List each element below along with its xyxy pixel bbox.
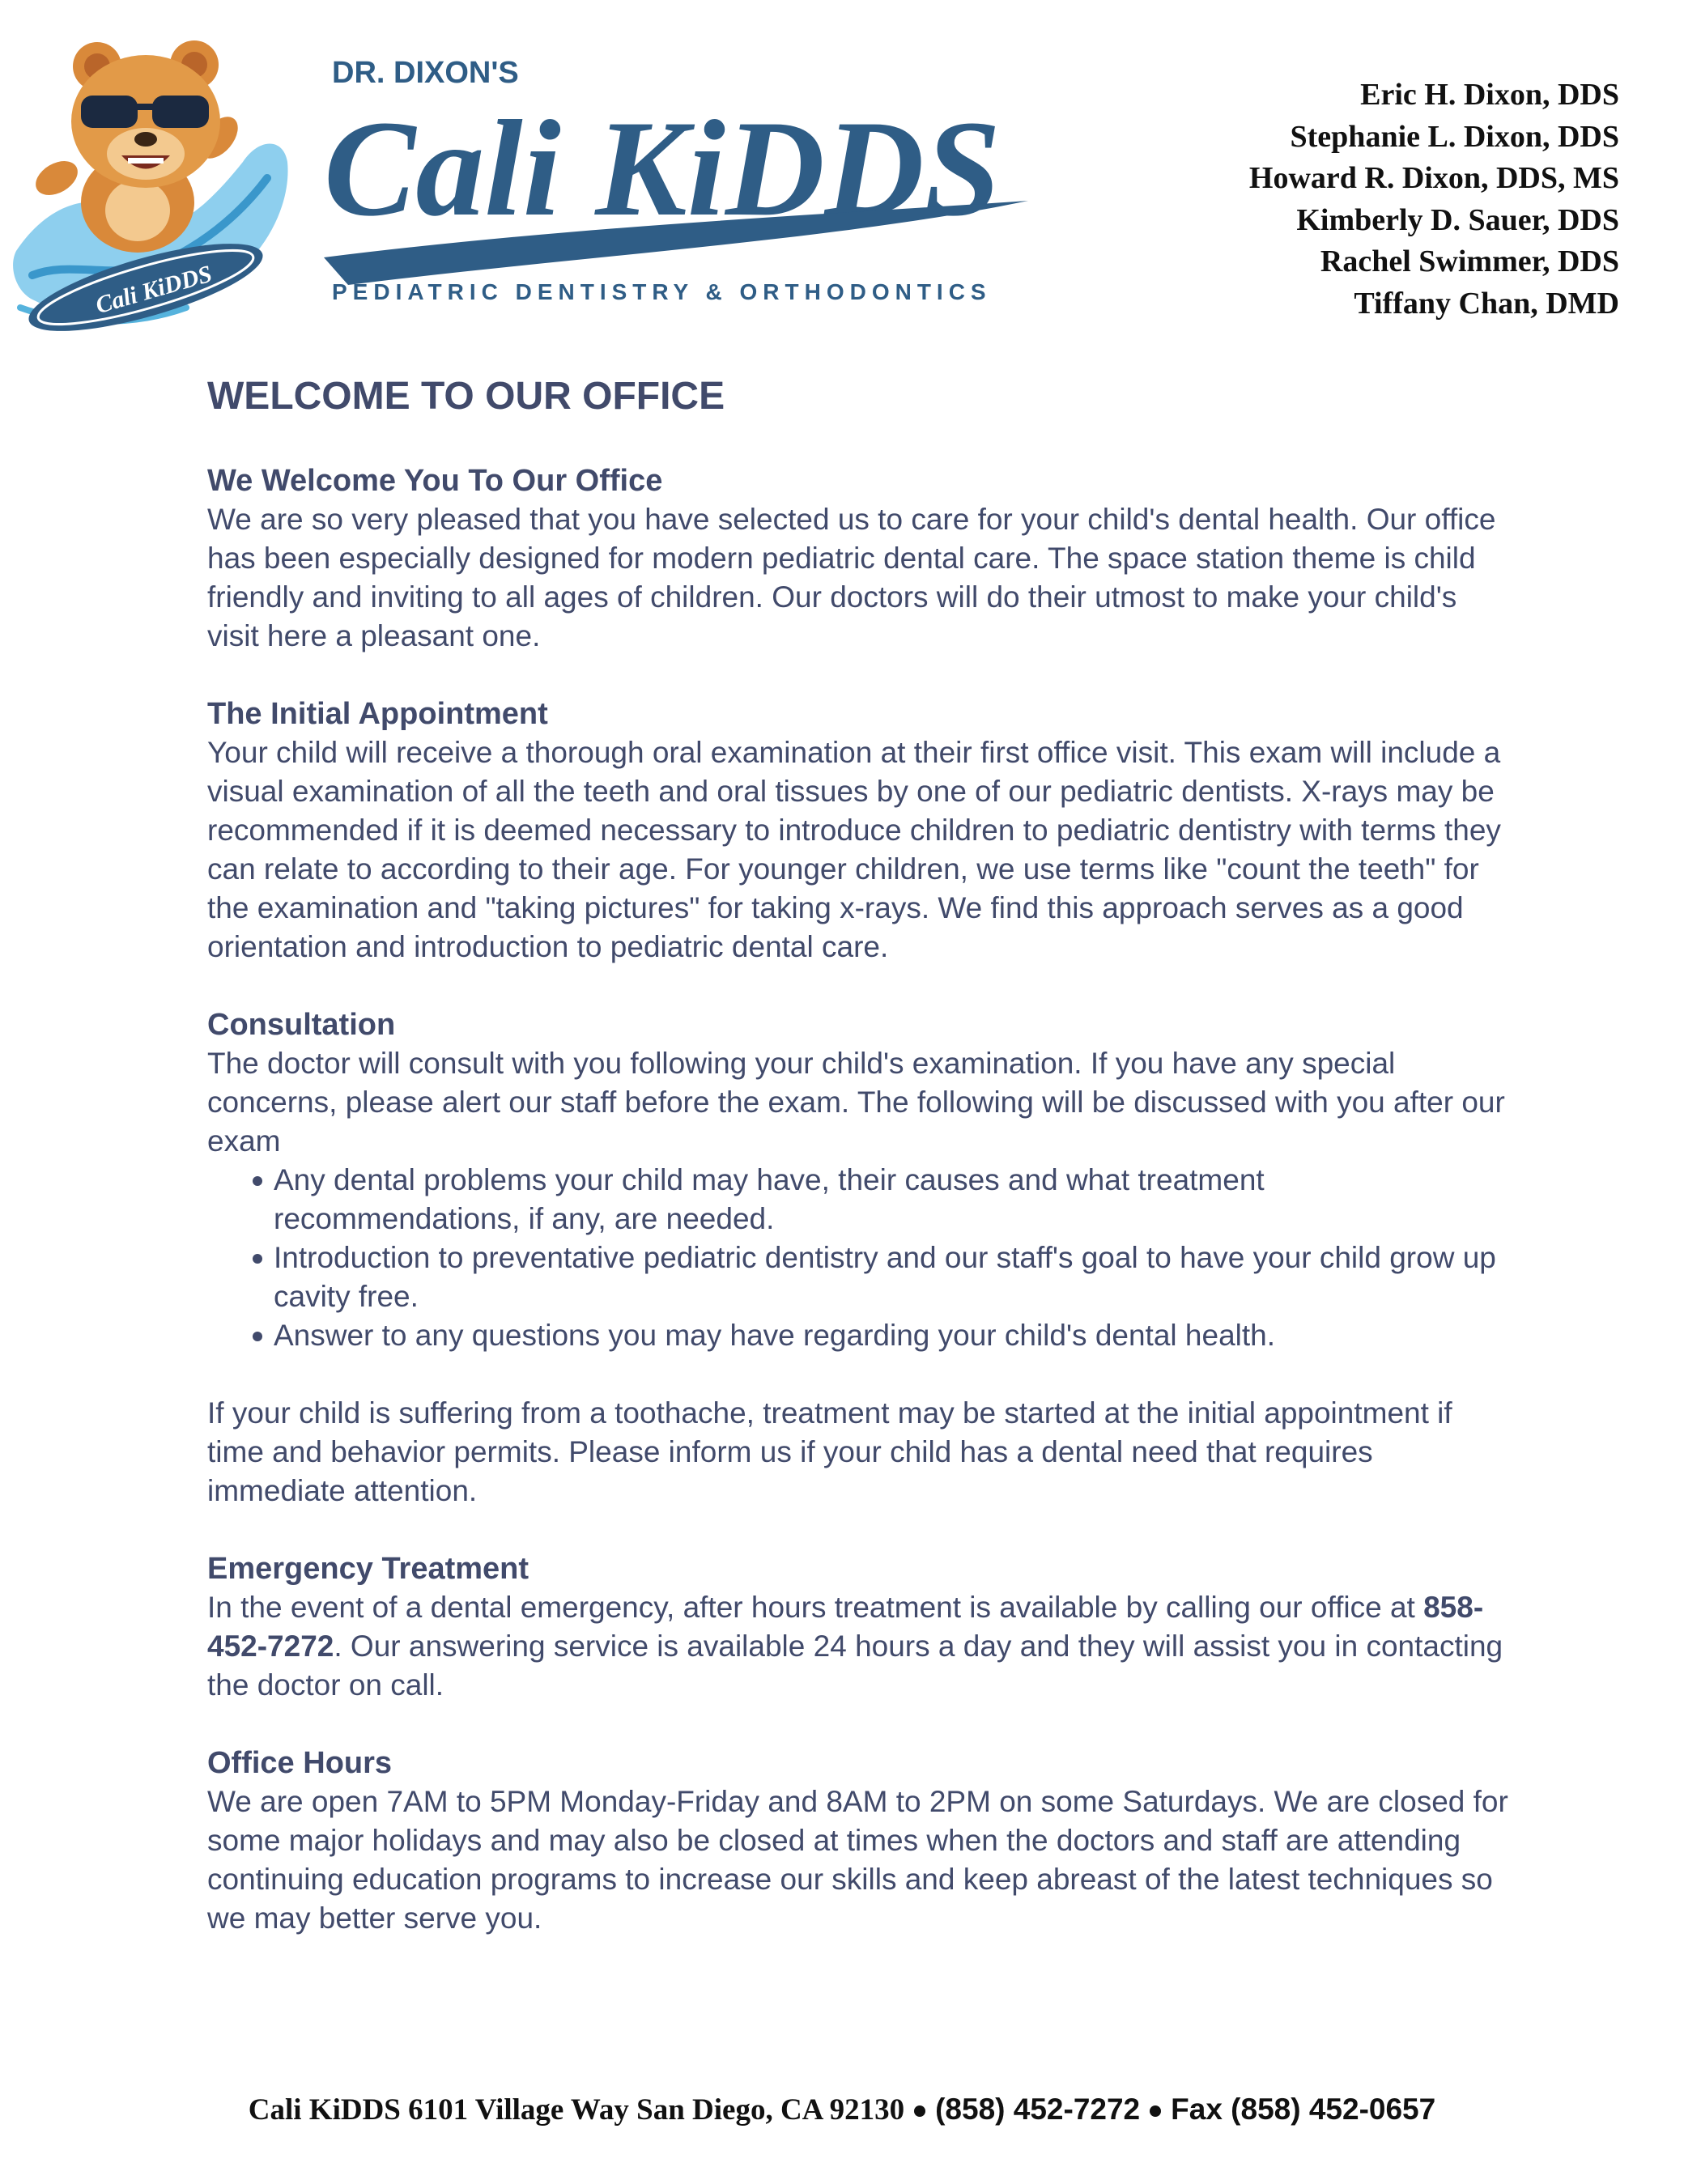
section-body: The doctor will consult with you following your child's examination. If you have any special concerns, please alert our staff before the exam. The following will be discussed with you after our exam (207, 1047, 1505, 1158)
logo-small-text: DR. DIXON'S (332, 56, 519, 90)
consultation-bullets (207, 1161, 1511, 1355)
bullet-item: Any dental problems your child may have, their causes and what treatment recommendations, if any, are needed. (253, 1161, 1511, 1239)
footer-fax: Fax (858) 452-0657 (1171, 2093, 1436, 2126)
initial-appointment-section (207, 695, 1511, 967)
practice-logo (0, 0, 1052, 340)
section-body: We are so very pleased that you have selected us to care for your child's dental health. Our office has been especially designed for modern pediatric dental care. The space station theme is child friendly and inviting to all ages of children. Our doctors will do their utmost to make your child's visit here a pleasant one. (207, 503, 1496, 652)
letter-body (207, 372, 1511, 1977)
bear-surfer-mascot-icon (0, 16, 308, 340)
doctor-name: Tiffany Chan, DMD (1354, 286, 1619, 321)
welcome-section (207, 461, 1511, 656)
doctor-name: Rachel Swimmer, DDS (1320, 244, 1619, 278)
bullet-dot-icon (1150, 2105, 1161, 2117)
footer-phone: (858) 452-7272 (935, 2093, 1141, 2126)
office-hours-section (207, 1744, 1511, 1938)
section-heading: Office Hours (207, 1746, 393, 1780)
bullet-item: Answer to any questions you may have regarding your child's dental health. (253, 1316, 1511, 1355)
section-heading: Consultation (207, 1008, 396, 1042)
section-heading: The Initial Appointment (207, 697, 548, 731)
footer-contact (0, 2093, 1684, 2127)
doctor-name: Kimberly D. Sauer, DDS (1296, 202, 1619, 237)
cali-kidds-wordmark (324, 49, 1036, 316)
bullet-item: Introduction to preventative pediatric dentistry and our staff's goal to have your child grow up cavity free. (253, 1239, 1511, 1316)
body-text: In the event of a dental emergency, after hours treatment is available by calling our office at (207, 1591, 1424, 1624)
body-text: . Our answering service is available 24 hours a day and they will assist you in contacting the doctor on call. (207, 1630, 1503, 1702)
consultation-section (207, 1005, 1511, 1355)
section-heading: We Welcome You To Our Office (207, 464, 663, 498)
section-body: We are open 7AM to 5PM Monday-Friday and 8AM to 2PM on some Saturdays. We are closed for some major holidays and may also be closed at times when the doctors and staff are attending continuing education programs to increase our skills and keep abreast of the latest techniques so we may better serve you. (207, 1785, 1508, 1935)
page-title: WELCOME TO OUR OFFICE (207, 375, 725, 418)
section-body (207, 1588, 1511, 1705)
emergency-section (207, 1549, 1511, 1705)
section-body: If your child is suffering from a toothache, treatment may be started at the initial appointment if time and behavior permits. Please inform us if your child has a dental need that requires immediate attention. (207, 1396, 1452, 1507)
doctor-name: Eric H. Dixon, DDS (1360, 78, 1619, 112)
bullet-dot-icon (914, 2105, 925, 2117)
emergency-phone: 858-452-7272 (207, 1591, 1484, 1663)
doctor-name: Stephanie L. Dixon, DDS (1290, 119, 1619, 154)
doctor-name: Howard R. Dixon, DDS, MS (1248, 161, 1619, 195)
doctor-list (1249, 74, 1619, 325)
logo-main-text: Cali KiDDS (324, 92, 1001, 244)
section-heading: Emergency Treatment (207, 1552, 529, 1586)
toothache-section (207, 1394, 1511, 1511)
section-body: Your child will receive a thorough oral examination at their first office visit. This exam will include a visual examination of all the teeth and oral tissues by one of our pediatric dentists. X-rays may be recommended if it is deemed necessary to introduce children to pediatric dentistry with terms they can relate to according to their age. For younger children, we use terms like "count the teeth" for the examination and "taking pictures" for taking x-rays. We find this approach serves as a good orientation and introduction to pediatric dental care. (207, 736, 1501, 963)
logo-tagline: PEDIATRIC DENTISTRY & ORTHODONTICS (332, 279, 992, 304)
surfboard-text: Cali KiDDS (92, 260, 215, 320)
footer-address: Cali KiDDS 6101 Village Way San Diego, CA 92130 (248, 2093, 905, 2127)
